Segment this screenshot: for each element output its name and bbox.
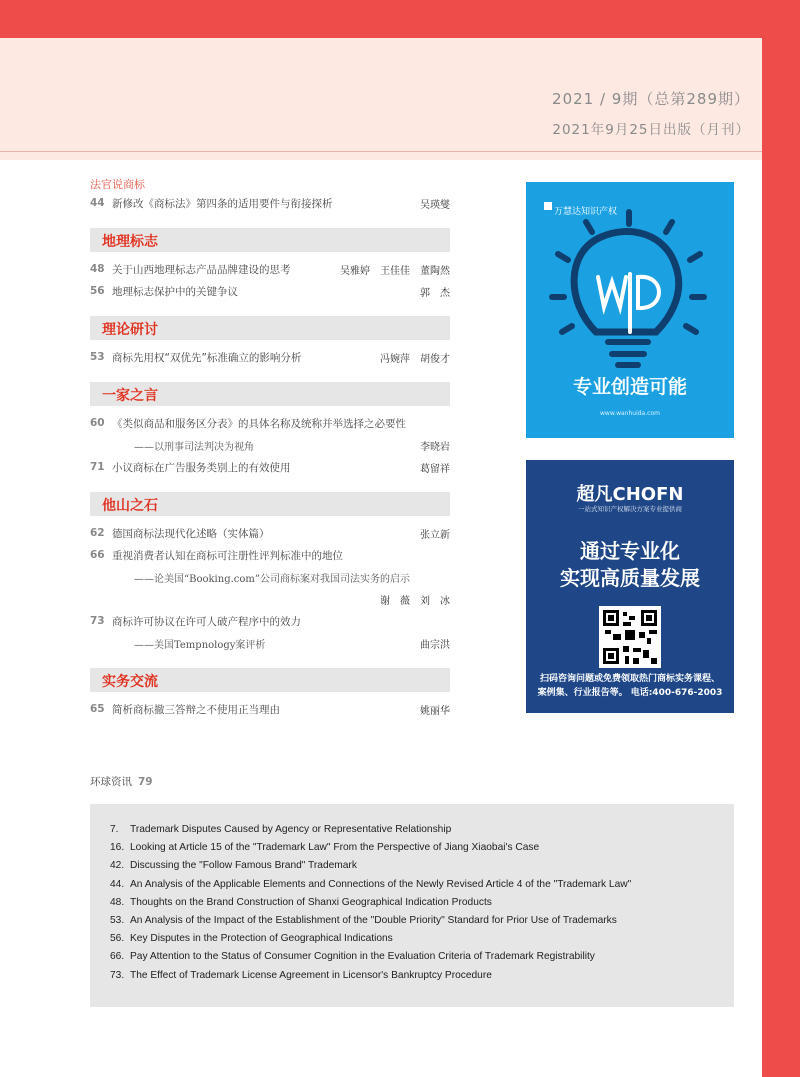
toc-title: 《类似商品和服务区分表》的具体名称及统称并举选择之必要性 <box>112 417 406 430</box>
english-contents-item[interactable] <box>110 879 734 897</box>
ad2-scan-text: 扫码咨询问题或免费领取热门商标实务课程、案例集、行业报告等。 电话:400-676-2003 <box>537 674 723 698</box>
english-contents-item[interactable] <box>110 897 734 915</box>
toc-author: 葛留祥 <box>420 463 450 475</box>
toc-author: 张立新 <box>420 529 450 541</box>
toc-section-header <box>90 382 450 406</box>
toc-section-header <box>90 228 450 252</box>
toc-title: 简析商标撤三答辩之不使用正当理由 <box>112 703 280 716</box>
toc-author: 吴瑛燮 <box>420 199 450 211</box>
english-page-number: 53. <box>110 914 125 926</box>
toc-page-number: 60 <box>90 417 105 429</box>
toc-entry[interactable] <box>90 632 450 654</box>
toc-section-title: 一家之言 <box>102 388 158 404</box>
toc-entry[interactable] <box>90 434 450 456</box>
english-contents-item[interactable] <box>110 933 734 951</box>
toc-entry[interactable] <box>90 566 450 588</box>
publish-date: 2021年9月25日出版（月刊） <box>552 122 750 138</box>
toc-section-header <box>90 668 450 692</box>
toc-page-number: 66 <box>90 549 105 561</box>
toc-title: 地理标志保护中的关键争议 <box>112 285 238 298</box>
toc-entry[interactable] <box>90 456 450 478</box>
toc-title: ——论美国“Booking.com”公司商标案对我国司法实务的启示 <box>134 573 410 585</box>
toc-page-number: 48 <box>90 263 105 275</box>
toc-title: 小议商标在广告服务类别上的有效使用 <box>112 461 291 474</box>
english-contents-item[interactable] <box>110 842 734 860</box>
top-red-band <box>0 0 800 38</box>
toc-section-title: 地理标志 <box>102 234 158 250</box>
english-contents-item[interactable] <box>110 915 734 933</box>
toc-title: 德国商标法现代化述略（实体篇） <box>112 527 270 540</box>
intro-section-label: 法官说商标 <box>90 178 145 191</box>
wanhuida-brand: 万慧达知识产权 <box>554 207 618 217</box>
lightbulb-icon <box>526 182 734 438</box>
toc-page-number: 73 <box>90 615 105 627</box>
english-page-number: 73. <box>110 969 125 981</box>
ad2-headline-2: 实现高质量发展 <box>560 566 700 590</box>
header-divider <box>0 151 762 152</box>
ad2-headline-1: 通过专业化 <box>580 539 680 563</box>
english-title: An Analysis of the Applicable Elements and Connections of the Newly Revised Article 4 of the "Trademark Law" <box>130 878 632 890</box>
toc-section-header <box>90 492 450 516</box>
english-title: The Effect of Trademark License Agreement in Licensor's Bankruptcy Procedure <box>130 969 492 981</box>
english-title: Thoughts on the Brand Construction of Shanxi Geographical Indication Products <box>130 896 492 908</box>
english-title: Key Disputes in the Protection of Geographical Indications <box>130 933 393 945</box>
global-news-label: 环球资讯 <box>90 776 132 788</box>
toc-title: ——美国Tempnology案评析 <box>134 639 266 651</box>
toc-page-number: 62 <box>90 527 105 539</box>
toc-section-header <box>90 316 450 340</box>
toc-entry[interactable] <box>90 698 450 720</box>
issue-number: 2021 / 9期（总第289期） <box>552 90 750 108</box>
toc-section-title: 他山之石 <box>102 498 158 514</box>
toc-author: 李晓岩 <box>420 441 450 453</box>
toc-title: 关于山西地理标志产品品牌建设的思考 <box>112 263 291 276</box>
toc-entry[interactable] <box>90 346 450 368</box>
toc-page-number: 44 <box>90 197 105 209</box>
english-contents-item[interactable] <box>110 951 734 969</box>
english-title: An Analysis of the Impact of the Establishment of the "Double Priority" Standard for Prior Use of Trademarks <box>130 914 617 926</box>
toc-title: ——以刑事司法判决为视角 <box>134 441 254 453</box>
toc-author: 吴雅婷 王佳佳 董陶然 <box>340 265 450 277</box>
english-page-number: 16. <box>110 842 125 854</box>
english-page-number: 7. <box>110 824 119 835</box>
right-red-band <box>762 0 800 1077</box>
toc-title: 新修改《商标法》第四条的适用要件与衔接探析 <box>112 197 333 210</box>
toc-section-title: 实务交流 <box>102 674 158 690</box>
english-title: Discussing the "Follow Famous Brand" Trademark <box>130 860 357 872</box>
toc-author: 郭 杰 <box>420 287 450 299</box>
toc-author: 姚丽华 <box>420 705 450 717</box>
toc-page-number: 65 <box>90 703 105 715</box>
english-page-number: 48. <box>110 896 125 908</box>
english-contents-item[interactable] <box>110 970 734 988</box>
toc-title: 重视消费者认知在商标可注册性评判标准中的地位 <box>112 549 343 562</box>
english-contents-box <box>90 804 734 1007</box>
toc-page-number: 56 <box>90 285 105 297</box>
toc-title: 商标先用权“双优先”标准确立的影响分析 <box>112 351 302 364</box>
toc-entry[interactable] <box>90 412 450 434</box>
toc-entry[interactable] <box>90 280 450 302</box>
qr-code-icon[interactable] <box>599 606 661 668</box>
ad1-slogan: 专业创造可能 <box>572 376 687 398</box>
toc-entry[interactable] <box>90 544 450 566</box>
english-title: Pay Attention to the Status of Consumer Cognition in the Evaluation Criteria of Trademark Registrability <box>130 951 595 963</box>
english-page-number: 42. <box>110 860 125 872</box>
toc-entry[interactable] <box>90 610 450 632</box>
toc-entry[interactable] <box>90 588 450 610</box>
chofn-tagline: 一站式知识产权解决方案专业提供商 <box>578 505 682 513</box>
ad1-url: www.wanhuida.com <box>600 410 660 417</box>
wanhuida-advertisement[interactable] <box>526 182 734 438</box>
english-page-number: 66. <box>110 951 125 963</box>
toc-author: 谢 薇 刘 冰 <box>380 595 450 607</box>
toc-entry[interactable] <box>90 522 450 544</box>
global-news-page: 79 <box>138 776 153 788</box>
toc-page-number: 53 <box>90 351 105 363</box>
english-page-number: 44. <box>110 878 125 890</box>
global-news-entry[interactable] <box>90 774 153 789</box>
table-of-contents <box>90 176 450 720</box>
english-title: Looking at Article 15 of the "Trademark Law" From the Perspective of Jiang Xiaobai's Case <box>130 842 540 854</box>
toc-page-number: 71 <box>90 461 105 473</box>
english-title: Trademark Disputes Caused by Agency or Representative Relationship <box>130 824 452 835</box>
chofn-logo: 超凡CHOFN <box>576 484 684 505</box>
toc-author: 冯婉萍 胡俊才 <box>380 353 450 365</box>
english-page-number: 56. <box>110 933 125 945</box>
toc-entry[interactable] <box>90 192 450 214</box>
chofn-advertisement[interactable] <box>526 460 734 713</box>
english-contents-item[interactable] <box>110 860 734 878</box>
english-contents-item[interactable] <box>110 824 734 842</box>
toc-section-title: 理论研讨 <box>102 322 158 338</box>
toc-author: 曲宗洪 <box>420 639 450 651</box>
toc-title: 商标许可协议在许可人破产程序中的效力 <box>112 615 301 628</box>
toc-entry[interactable] <box>90 258 450 280</box>
